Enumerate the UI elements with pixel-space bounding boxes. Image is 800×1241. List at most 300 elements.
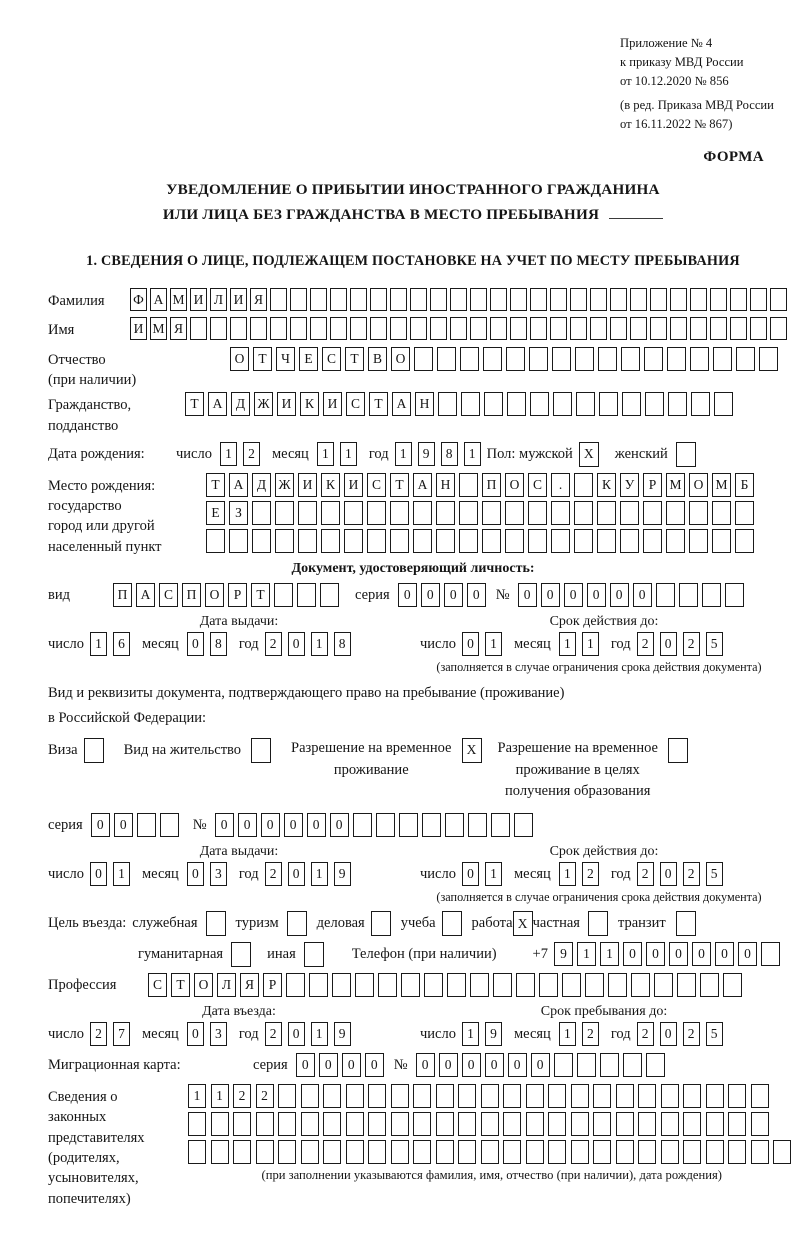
char-box[interactable]: У [620,473,639,497]
char-box[interactable] [290,288,307,311]
char-box[interactable]: Д [231,392,250,416]
char-box[interactable] [526,1084,544,1108]
char-box[interactable]: 3 [210,862,227,886]
char-box[interactable] [725,583,744,607]
char-box[interactable]: А [229,473,248,497]
char-box[interactable]: 2 [637,1022,654,1046]
char-box[interactable]: 1 [462,1022,479,1046]
char-box[interactable]: 1 [188,1084,206,1108]
char-box[interactable] [490,317,507,340]
char-box[interactable] [468,813,487,837]
char-box[interactable]: 0 [187,1022,204,1046]
residence-permit-checkbox[interactable] [251,738,271,763]
char-box[interactable] [616,1112,634,1136]
char-box[interactable] [761,942,780,966]
char-box[interactable] [750,288,767,311]
char-box[interactable] [274,583,293,607]
char-box[interactable]: Я [250,288,267,311]
char-box[interactable] [330,288,347,311]
char-box[interactable]: 1 [113,862,130,886]
char-box[interactable] [413,1140,431,1164]
char-box[interactable] [770,317,787,340]
char-box[interactable] [730,317,747,340]
char-box[interactable] [436,529,455,553]
char-box[interactable] [368,1140,386,1164]
char-box[interactable] [503,1084,521,1108]
char-box[interactable] [610,317,627,340]
char-box[interactable] [654,973,673,997]
char-box[interactable] [481,1140,499,1164]
char-box[interactable] [436,1084,454,1108]
char-box[interactable]: 0 [660,632,677,656]
char-box[interactable] [458,1112,476,1136]
char-box[interactable]: 0 [669,942,688,966]
char-box[interactable] [570,317,587,340]
char-box[interactable]: Н [415,392,434,416]
purpose-business-trip-checkbox[interactable] [206,911,226,936]
char-box[interactable]: С [367,473,386,497]
char-box[interactable]: И [323,392,342,416]
char-box[interactable]: К [597,473,616,497]
char-box[interactable] [712,529,731,553]
char-box[interactable] [770,288,787,311]
char-box[interactable]: Л [217,973,236,997]
char-box[interactable]: 0 [307,813,326,837]
char-box[interactable] [367,501,386,525]
char-box[interactable] [482,529,501,553]
char-box[interactable] [367,529,386,553]
char-box[interactable] [597,529,616,553]
char-box[interactable]: 1 [559,1022,576,1046]
char-box[interactable] [638,1084,656,1108]
char-box[interactable]: 0 [215,813,234,837]
char-box[interactable] [390,317,407,340]
char-box[interactable]: 0 [660,862,677,886]
char-box[interactable] [458,1140,476,1164]
char-box[interactable] [445,813,464,837]
char-box[interactable] [510,288,527,311]
char-box[interactable]: 1 [485,632,502,656]
char-box[interactable]: Т [345,347,364,371]
char-box[interactable] [553,392,572,416]
char-box[interactable]: 1 [395,442,412,466]
char-box[interactable] [447,973,466,997]
char-box[interactable] [437,347,456,371]
char-box[interactable] [297,583,316,607]
char-box[interactable] [616,1140,634,1164]
char-box[interactable] [620,529,639,553]
char-box[interactable] [650,317,667,340]
char-box[interactable]: З [229,501,248,525]
char-box[interactable]: 0 [261,813,280,837]
char-box[interactable]: 5 [706,632,723,656]
char-box[interactable]: А [136,583,155,607]
char-box[interactable] [751,1112,769,1136]
purpose-private-checkbox[interactable] [588,911,608,936]
char-box[interactable]: К [300,392,319,416]
char-box[interactable] [188,1112,206,1136]
char-box[interactable] [160,813,179,837]
char-box[interactable]: С [322,347,341,371]
char-box[interactable]: 1 [464,442,481,466]
char-box[interactable] [630,288,647,311]
char-box[interactable] [413,1084,431,1108]
char-box[interactable] [206,529,225,553]
char-box[interactable]: 0 [319,1053,338,1077]
char-box[interactable] [298,529,317,553]
male-checkbox[interactable]: X [579,442,599,467]
char-box[interactable] [670,317,687,340]
char-box[interactable]: П [482,473,501,497]
char-box[interactable] [491,813,510,837]
char-box[interactable]: 1 [90,632,107,656]
char-box[interactable] [430,288,447,311]
char-box[interactable]: 2 [637,632,654,656]
char-box[interactable] [539,973,558,997]
char-box[interactable] [355,973,374,997]
char-box[interactable] [554,1053,573,1077]
char-box[interactable] [436,1112,454,1136]
char-box[interactable]: 9 [334,1022,351,1046]
char-box[interactable]: 1 [311,1022,328,1046]
char-box[interactable] [575,347,594,371]
char-box[interactable]: 0 [462,632,479,656]
char-box[interactable] [321,501,340,525]
char-box[interactable] [710,317,727,340]
char-box[interactable] [552,347,571,371]
char-box[interactable]: 2 [582,862,599,886]
char-box[interactable] [211,1140,229,1164]
char-box[interactable] [436,1140,454,1164]
char-box[interactable] [230,317,247,340]
char-box[interactable]: 0 [114,813,133,837]
char-box[interactable]: 1 [600,942,619,966]
purpose-business-checkbox[interactable] [371,911,391,936]
char-box[interactable] [598,347,617,371]
char-box[interactable]: С [159,583,178,607]
char-box[interactable]: Р [263,973,282,997]
char-box[interactable]: . [551,473,570,497]
char-box[interactable]: М [712,473,731,497]
char-box[interactable] [376,813,395,837]
char-box[interactable] [631,973,650,997]
char-box[interactable]: 8 [441,442,458,466]
char-box[interactable]: 2 [683,1022,700,1046]
char-box[interactable]: Р [643,473,662,497]
char-box[interactable] [514,813,533,837]
char-box[interactable] [390,529,409,553]
char-box[interactable]: Е [299,347,318,371]
char-box[interactable]: 0 [646,942,665,966]
char-box[interactable] [506,347,525,371]
char-box[interactable] [493,973,512,997]
char-box[interactable] [353,813,372,837]
char-box[interactable] [470,973,489,997]
char-box[interactable]: 0 [564,583,583,607]
char-box[interactable] [689,501,708,525]
char-box[interactable]: 0 [330,813,349,837]
char-box[interactable]: 0 [187,632,204,656]
char-box[interactable] [661,1112,679,1136]
char-box[interactable]: А [208,392,227,416]
char-box[interactable] [599,392,618,416]
char-box[interactable]: 6 [113,632,130,656]
char-box[interactable]: А [413,473,432,497]
char-box[interactable] [562,973,581,997]
char-box[interactable]: В [368,347,387,371]
char-box[interactable] [481,1084,499,1108]
char-box[interactable] [690,317,707,340]
temp-residence-checkbox[interactable]: X [462,738,482,763]
char-box[interactable]: И [344,473,363,497]
char-box[interactable] [571,1140,589,1164]
char-box[interactable] [600,1053,619,1077]
char-box[interactable] [638,1112,656,1136]
female-checkbox[interactable] [676,442,696,467]
char-box[interactable] [590,288,607,311]
char-box[interactable]: А [150,288,167,311]
char-box[interactable] [656,583,675,607]
char-box[interactable]: Т [251,583,270,607]
char-box[interactable] [690,347,709,371]
char-box[interactable] [551,501,570,525]
char-box[interactable] [666,501,685,525]
char-box[interactable] [413,529,432,553]
char-box[interactable] [323,1112,341,1136]
char-box[interactable] [250,317,267,340]
char-box[interactable] [620,501,639,525]
char-box[interactable] [301,1112,319,1136]
char-box[interactable] [422,813,441,837]
char-box[interactable]: 5 [706,862,723,886]
char-box[interactable] [505,501,524,525]
char-box[interactable] [490,288,507,311]
char-box[interactable] [706,1112,724,1136]
char-box[interactable] [346,1112,364,1136]
char-box[interactable] [621,347,640,371]
char-box[interactable] [667,347,686,371]
char-box[interactable] [330,317,347,340]
char-box[interactable]: 0 [365,1053,384,1077]
char-box[interactable] [459,473,478,497]
char-box[interactable] [321,529,340,553]
char-box[interactable]: 5 [706,1022,723,1046]
char-box[interactable] [461,392,480,416]
char-box[interactable] [728,1140,746,1164]
char-box[interactable] [723,973,742,997]
char-box[interactable] [270,288,287,311]
char-box[interactable]: 1 [311,862,328,886]
char-box[interactable]: 2 [683,632,700,656]
char-box[interactable] [730,288,747,311]
char-box[interactable]: 0 [90,862,107,886]
char-box[interactable] [310,288,327,311]
char-box[interactable] [608,973,627,997]
char-box[interactable] [470,317,487,340]
char-box[interactable]: 2 [256,1084,274,1108]
char-box[interactable] [644,347,663,371]
char-box[interactable]: К [321,473,340,497]
char-box[interactable] [350,288,367,311]
char-box[interactable]: И [130,317,147,340]
char-box[interactable] [410,317,427,340]
char-box[interactable]: 0 [633,583,652,607]
char-box[interactable] [570,288,587,311]
char-box[interactable] [548,1112,566,1136]
char-box[interactable]: 0 [467,583,486,607]
char-box[interactable]: 0 [398,583,417,607]
char-box[interactable] [450,288,467,311]
char-box[interactable]: 3 [210,1022,227,1046]
char-box[interactable] [482,501,501,525]
char-box[interactable] [683,1084,701,1108]
char-box[interactable] [577,1053,596,1077]
char-box[interactable]: Ч [276,347,295,371]
char-box[interactable]: Н [436,473,455,497]
char-box[interactable] [270,317,287,340]
char-box[interactable]: 0 [288,1022,305,1046]
char-box[interactable]: 0 [660,1022,677,1046]
char-box[interactable]: 1 [220,442,237,466]
char-box[interactable]: 2 [582,1022,599,1046]
char-box[interactable]: 0 [692,942,711,966]
char-box[interactable] [702,583,721,607]
char-box[interactable]: 1 [211,1084,229,1108]
char-box[interactable] [323,1140,341,1164]
char-box[interactable] [712,501,731,525]
char-box[interactable]: П [113,583,132,607]
char-box[interactable] [548,1140,566,1164]
char-box[interactable]: И [277,392,296,416]
char-box[interactable] [503,1112,521,1136]
purpose-tourism-checkbox[interactable] [287,911,307,936]
char-box[interactable]: 0 [238,813,257,837]
char-box[interactable] [298,501,317,525]
char-box[interactable]: О [689,473,708,497]
char-box[interactable] [210,317,227,340]
char-box[interactable]: 1 [317,442,334,466]
char-box[interactable] [728,1112,746,1136]
char-box[interactable] [585,973,604,997]
char-box[interactable] [344,529,363,553]
char-box[interactable]: 1 [559,862,576,886]
char-box[interactable]: 8 [210,632,227,656]
char-box[interactable]: Ж [254,392,273,416]
char-box[interactable] [530,317,547,340]
char-box[interactable] [590,317,607,340]
char-box[interactable] [507,392,526,416]
char-box[interactable]: 9 [554,942,573,966]
char-box[interactable]: И [298,473,317,497]
char-box[interactable] [713,347,732,371]
char-box[interactable]: 1 [311,632,328,656]
char-box[interactable]: Т [390,473,409,497]
char-box[interactable] [528,501,547,525]
char-box[interactable] [190,317,207,340]
char-box[interactable] [301,1140,319,1164]
char-box[interactable]: О [505,473,524,497]
char-box[interactable] [683,1140,701,1164]
char-box[interactable]: М [170,288,187,311]
char-box[interactable] [650,288,667,311]
char-box[interactable] [458,1084,476,1108]
char-box[interactable] [551,529,570,553]
char-box[interactable] [736,347,755,371]
char-box[interactable]: Ф [130,288,147,311]
char-box[interactable] [550,317,567,340]
char-box[interactable] [773,1140,791,1164]
char-box[interactable] [391,1084,409,1108]
char-box[interactable]: 1 [582,632,599,656]
char-box[interactable] [645,392,664,416]
char-box[interactable]: 0 [462,1053,481,1077]
char-box[interactable] [278,1140,296,1164]
char-box[interactable] [368,1112,386,1136]
char-box[interactable]: 0 [485,1053,504,1077]
char-box[interactable] [229,529,248,553]
char-box[interactable]: 2 [265,862,282,886]
char-box[interactable] [510,317,527,340]
char-box[interactable] [574,501,593,525]
char-box[interactable]: М [666,473,685,497]
char-box[interactable] [278,1112,296,1136]
char-box[interactable] [438,392,457,416]
char-box[interactable] [679,583,698,607]
char-box[interactable] [706,1084,724,1108]
char-box[interactable]: 9 [334,862,351,886]
char-box[interactable] [503,1140,521,1164]
char-box[interactable] [450,317,467,340]
char-box[interactable] [290,317,307,340]
char-box[interactable] [346,1140,364,1164]
char-box[interactable] [211,1112,229,1136]
char-box[interactable] [670,288,687,311]
char-box[interactable]: Ж [275,473,294,497]
char-box[interactable]: 0 [715,942,734,966]
char-box[interactable] [460,347,479,371]
char-box[interactable]: 0 [91,813,110,837]
char-box[interactable] [646,1053,665,1077]
char-box[interactable]: 0 [508,1053,527,1077]
char-box[interactable]: И [190,288,207,311]
char-box[interactable] [286,973,305,997]
char-box[interactable] [574,529,593,553]
char-box[interactable] [661,1084,679,1108]
char-box[interactable]: 1 [485,862,502,886]
char-box[interactable] [481,1112,499,1136]
char-box[interactable]: 0 [444,583,463,607]
char-box[interactable]: Т [369,392,388,416]
char-box[interactable] [346,1084,364,1108]
char-box[interactable] [638,1140,656,1164]
char-box[interactable] [188,1140,206,1164]
char-box[interactable] [470,288,487,311]
char-box[interactable] [529,347,548,371]
char-box[interactable]: А [392,392,411,416]
char-box[interactable] [413,501,432,525]
purpose-work-checkbox[interactable]: X [513,911,533,936]
char-box[interactable]: Р [228,583,247,607]
char-box[interactable] [571,1084,589,1108]
char-box[interactable] [714,392,733,416]
char-box[interactable] [370,288,387,311]
char-box[interactable] [700,973,719,997]
char-box[interactable] [368,1084,386,1108]
char-box[interactable]: Т [253,347,272,371]
char-box[interactable]: С [148,973,167,997]
char-box[interactable] [413,1112,431,1136]
char-box[interactable] [576,392,595,416]
